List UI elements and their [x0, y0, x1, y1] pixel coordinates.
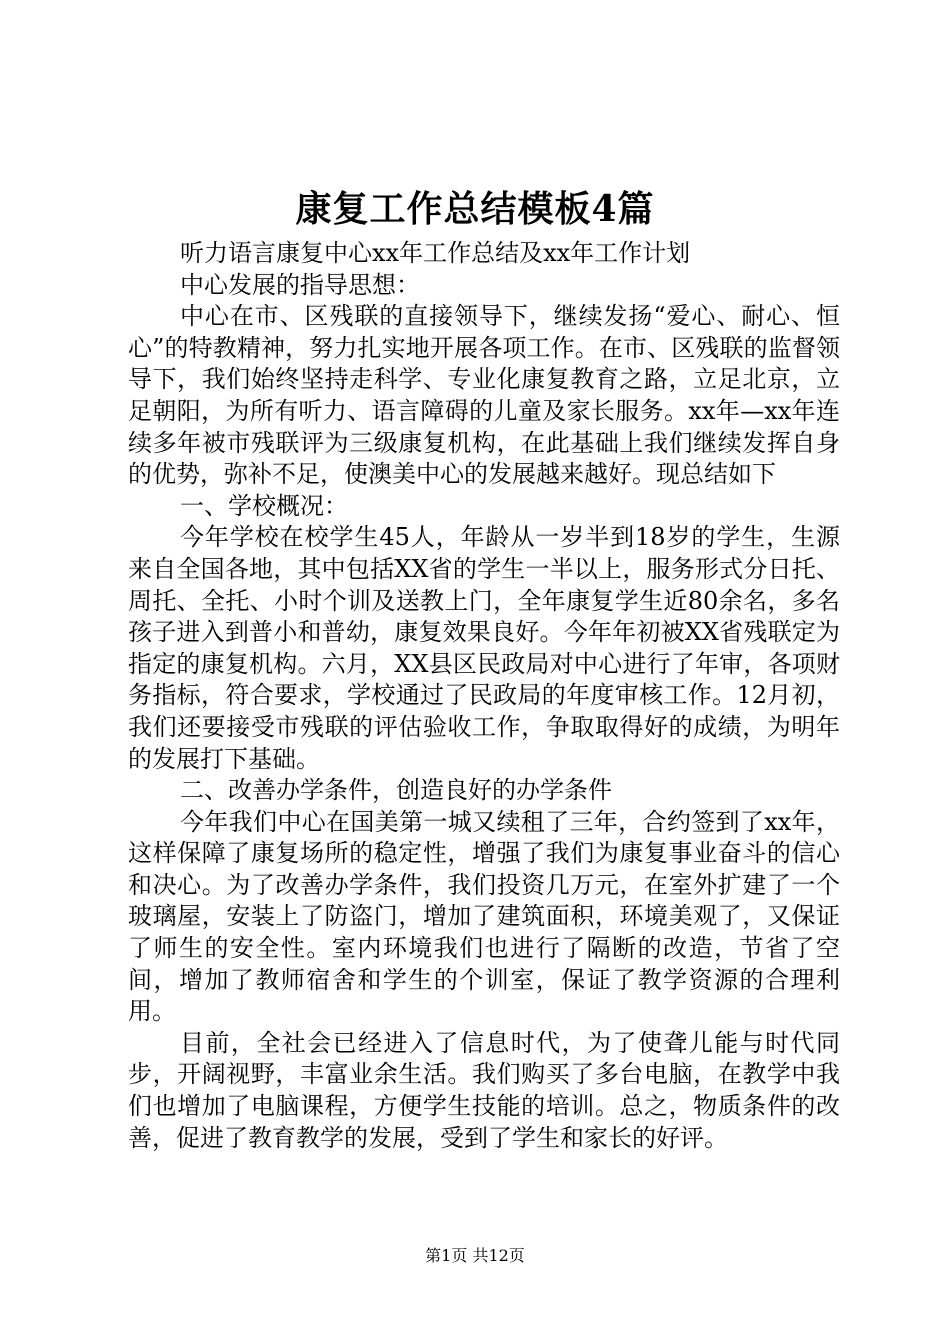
paragraph-school-overview: 今年学校在校学生45人，年龄从一岁半到18岁的学生，生源来自全国各地，其中包括XX省的学生一半以上，服务形式分日托、周托、全托、小时个训及送教上门，全年康复学生近80余名，多名孩子进入到普小和普幼，康复效果良好。今年年初被XX省残联定为指定的康复机构。六月，XX县区民政局对中心进行了年审，各项财务指标，符合要求，学校通过了民政局的年度审核工作。12月初，我们还要接受市残联的评估验收工作，争取取得好的成绩，为明年的发展打下基础。 — [128, 523, 840, 773]
document-title: 康复工作总结模板4篇 — [295, 188, 655, 230]
page-footer: 第1页 共12页 — [425, 1246, 525, 1265]
paragraph-subtitle: 听力语言康复中心xx年工作总结及xx年工作计划 — [180, 239, 691, 267]
paragraph-conditions: 今年我们中心在国美第一城又续租了三年，合约签到了xx年，这样保障了康复场所的稳定性，增强了我们为康复事业奋斗的信心和决心。为了改善办学条件，我们投资几万元，在室外扩建了一个玻璃屋，安装上了防盗门，增加了建筑面积，环境美观了，又保证了师生的安全性。室内环境我们也进行了隔断的改造，节省了空间，增加了教师宿舍和学生的个训室，保证了教学资源的合理利用。 — [128, 807, 840, 1026]
document-body — [128, 238, 840, 1154]
paragraph-information-age: 目前，全社会已经进入了信息时代，为了使聋儿能与时代同步，开阔视野，丰富业余生活。我们购买了多台电脑，在教学中我们也增加了电脑课程，方便学生技能的培训。总之，物质条件的改善，促进了教育教学的发展，受到了学生和家长的好评。 — [128, 1028, 840, 1152]
section-heading-conditions: 二、改善办学条件，创造良好的办学条件 — [180, 776, 612, 805]
paragraph-heading-guiding-thought: 中心发展的指导思想： — [180, 270, 420, 299]
paragraph-intro: 中心在市、区残联的直接领导下，继续发扬“爱心、耐心、恒心”的特教精神，努力扎实地开展各项工作。在市、区残联的监督领导下，我们始终坚持走科学、专业化康复教育之路，立足北京，立足朝阳，为所有听力、语言障碍的儿童及家长服务。xx年—xx年连续多年被市残联评为三级康复机构，在此基础上我们继续发挥自身的优势，弥补不足，使澳美中心的发展越来越好。现总结如下 — [128, 302, 840, 489]
section-heading-school-overview: 一、学校概况： — [180, 491, 348, 520]
